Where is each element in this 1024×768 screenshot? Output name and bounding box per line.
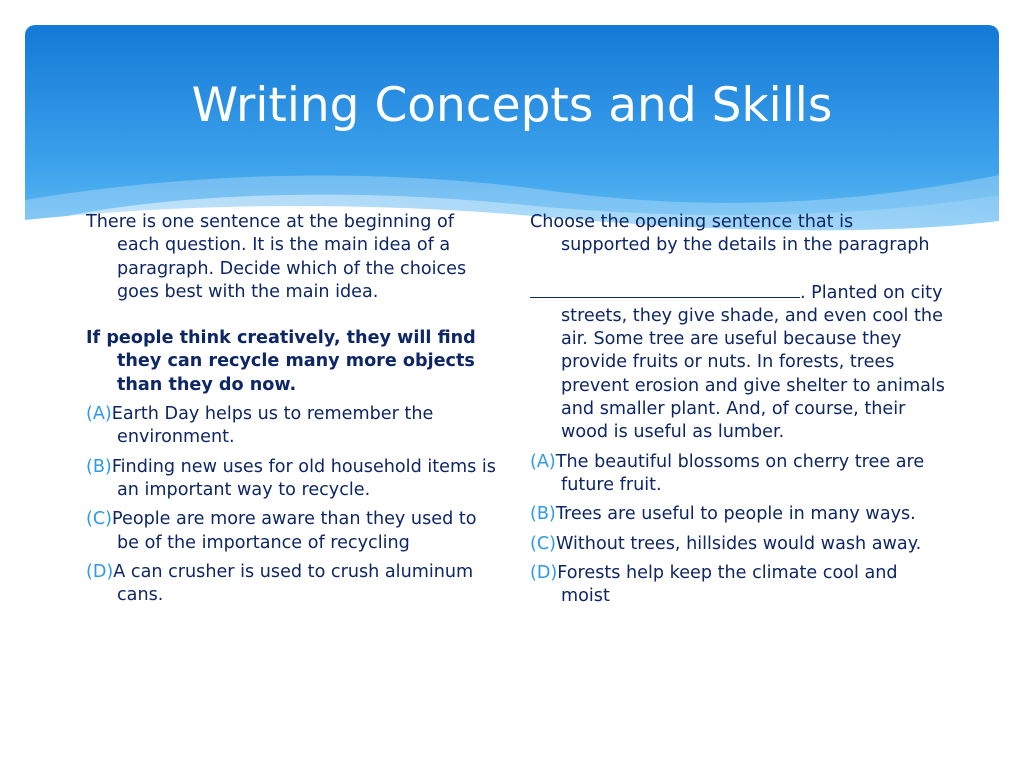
- right-option-a: [530, 451, 945, 498]
- main-idea-sentence: If people think creatively, they will find they can recycle many more objects than they do now.: [86, 328, 476, 395]
- option-text: Earth Day helps us to remember the environment.: [111, 404, 434, 448]
- option-text: Trees are useful to people in many ways.: [555, 504, 916, 525]
- answer-blank: [530, 281, 800, 298]
- option-text: Forests help keep the climate cool and moist: [557, 562, 898, 607]
- option-letter: (B): [530, 504, 556, 525]
- option-letter: (D): [530, 562, 558, 583]
- option-letter: (B): [86, 456, 112, 477]
- option-letter: (C): [86, 509, 113, 530]
- left-option-b: [86, 456, 496, 503]
- option-text: A can crusher is used to crush aluminum cans.: [113, 561, 474, 606]
- left-intro: There is one sentence at the beginning of each question. It is the main idea of a paragraph. Decide which of the choices goes best with the main idea.: [86, 212, 467, 302]
- option-text: People are more aware than they used to be of the importance of recycling: [112, 509, 477, 553]
- right-option-b: [530, 503, 945, 526]
- right-option-c: [530, 533, 945, 556]
- left-option-d: [86, 561, 496, 608]
- right-option-d: [530, 562, 945, 609]
- option-letter: (C): [530, 533, 557, 554]
- passage-text: . Planted on city streets, they give shade, and even cool the air. Some tree are useful because they provide fruits or nuts. In forests, trees prevent erosion and give shelter to animals and smaller plant. And, of course, their wood is useful as lumber.: [561, 282, 945, 443]
- left-column: [86, 211, 496, 607]
- right-column: [530, 211, 945, 608]
- left-option-a: [86, 403, 496, 450]
- option-text: Without trees, hillsides would wash away.: [556, 533, 922, 554]
- left-option-c: [86, 508, 496, 555]
- option-letter: (D): [86, 561, 114, 582]
- slide-title: Writing Concepts and Skills: [191, 78, 833, 133]
- option-letter: (A): [530, 451, 556, 472]
- option-letter: (A): [86, 404, 112, 425]
- option-text: The beautiful blossoms on cherry tree are future fruit.: [555, 451, 925, 495]
- passage-paragraph: [530, 281, 945, 445]
- option-text: Finding new uses for old household items is an important way to recycle.: [111, 456, 496, 500]
- right-intro: Choose the opening sentence that is supported by the details in the paragraph: [530, 212, 930, 256]
